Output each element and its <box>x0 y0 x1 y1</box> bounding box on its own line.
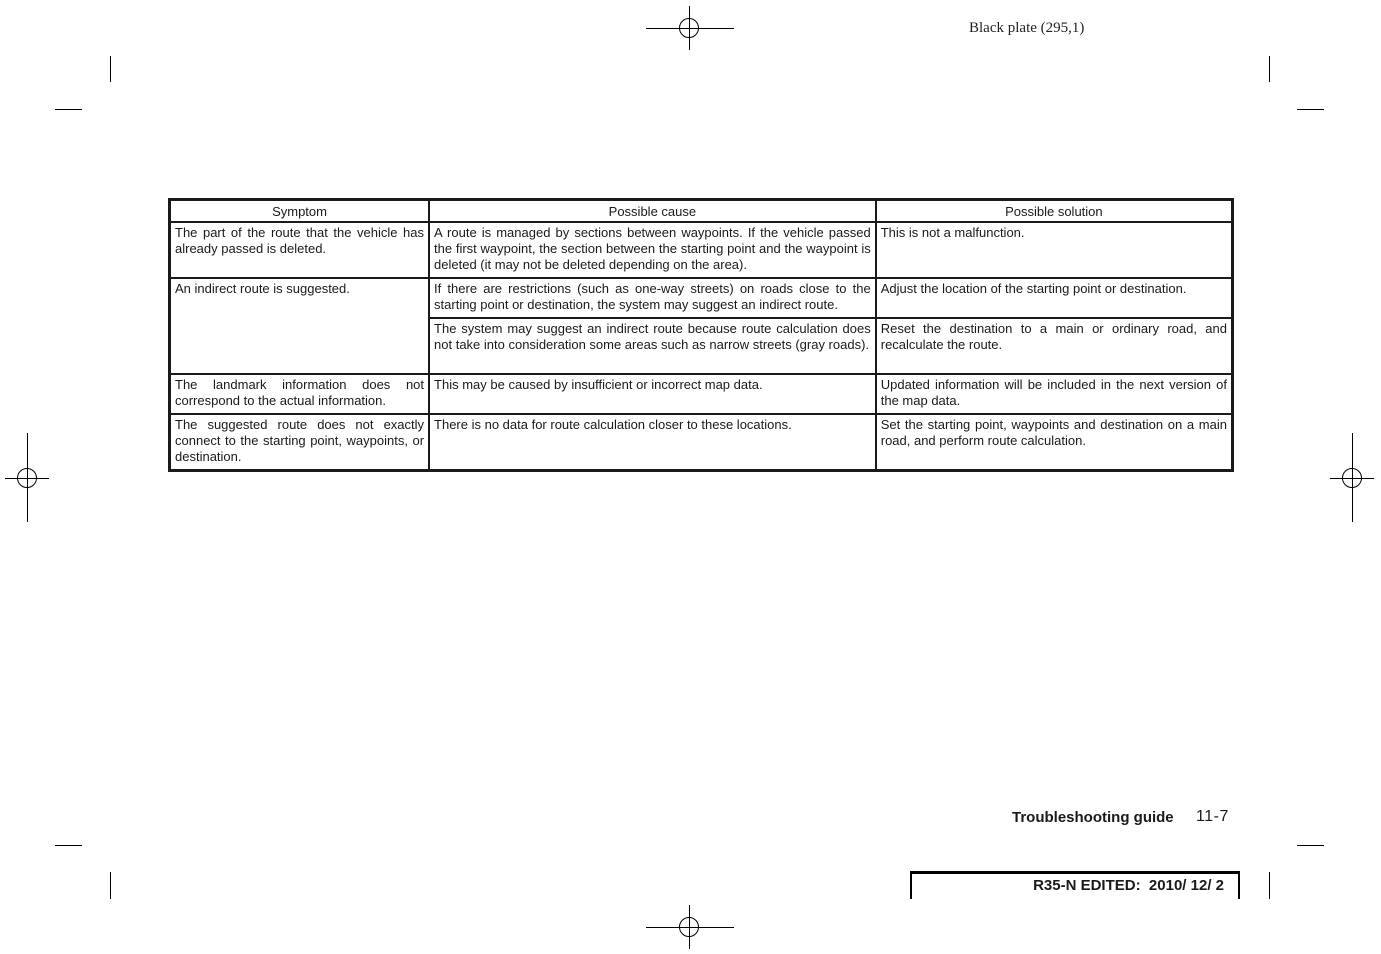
symptom-cell: The part of the route that the vehicle has already passed is deleted. <box>170 222 430 278</box>
symptom-cell: The suggested route does not exactly connect to the starting point, waypoints, or destination. <box>170 414 430 471</box>
table-row <box>170 374 1233 414</box>
solution-cell: Adjust the location of the starting point or destination. <box>876 278 1233 318</box>
crop-mark-top-right <box>1269 56 1270 82</box>
plate-label: Black plate (295,1) <box>969 20 1085 36</box>
registration-circle-right <box>1342 468 1362 488</box>
header-possible-solution: Possible solution <box>876 200 1233 223</box>
crop-mark-bottom-right-h <box>1297 845 1324 846</box>
header-symptom: Symptom <box>170 200 430 223</box>
registration-circle-left <box>17 468 37 488</box>
registration-circle-bottom <box>679 917 699 937</box>
table-row <box>170 414 1233 471</box>
table-header-row <box>170 200 1233 223</box>
section-title: Troubleshooting guide <box>1012 809 1174 826</box>
edit-stamp: R35-N EDITED: 2010/ 12/ 2 <box>1033 877 1224 894</box>
page-number: 11-7 <box>1196 808 1229 825</box>
crop-mark-bottom-left <box>110 872 111 899</box>
solution-cell: Updated information will be included in the next version of the map data. <box>876 374 1233 414</box>
solution-cell: This is not a malfunction. <box>876 222 1233 278</box>
solution-cell: Set the starting point, waypoints and destination on a main road, and perform route calculation. <box>876 414 1233 471</box>
cause-cell: If there are restrictions (such as one-way streets) on roads close to the starting point or destination, the system may suggest an indirect route. <box>429 278 876 318</box>
cause-cell: The system may suggest an indirect route because route calculation does not take into consideration some areas such as narrow streets (gray roads). <box>429 318 876 374</box>
table-row <box>170 278 1233 318</box>
cause-cell: A route is managed by sections between waypoints. If the vehicle passed the first waypoint, the section between the starting point and the waypoint is deleted (it may not be deleted depending on the area). <box>429 222 876 278</box>
cause-cell: There is no data for route calculation closer to these locations. <box>429 414 876 471</box>
header-possible-cause: Possible cause <box>429 200 876 223</box>
crop-mark-top-left <box>110 56 111 82</box>
registration-circle-top <box>679 18 699 38</box>
cause-cell: This may be caused by insufficient or incorrect map data. <box>429 374 876 414</box>
crop-mark-top-left-h <box>55 109 82 110</box>
symptom-cell: The landmark information does not correspond to the actual information. <box>170 374 430 414</box>
table-row <box>170 222 1233 278</box>
crop-mark-bottom-right <box>1269 872 1270 899</box>
edit-stamp-box <box>910 871 1240 899</box>
symptom-cell: An indirect route is suggested. <box>170 278 430 374</box>
crop-mark-top-right-h <box>1297 109 1324 110</box>
crop-mark-bottom-left-h <box>55 845 82 846</box>
solution-cell: Reset the destination to a main or ordinary road, and recalculate the route. <box>876 318 1233 374</box>
troubleshooting-table <box>168 198 1234 472</box>
